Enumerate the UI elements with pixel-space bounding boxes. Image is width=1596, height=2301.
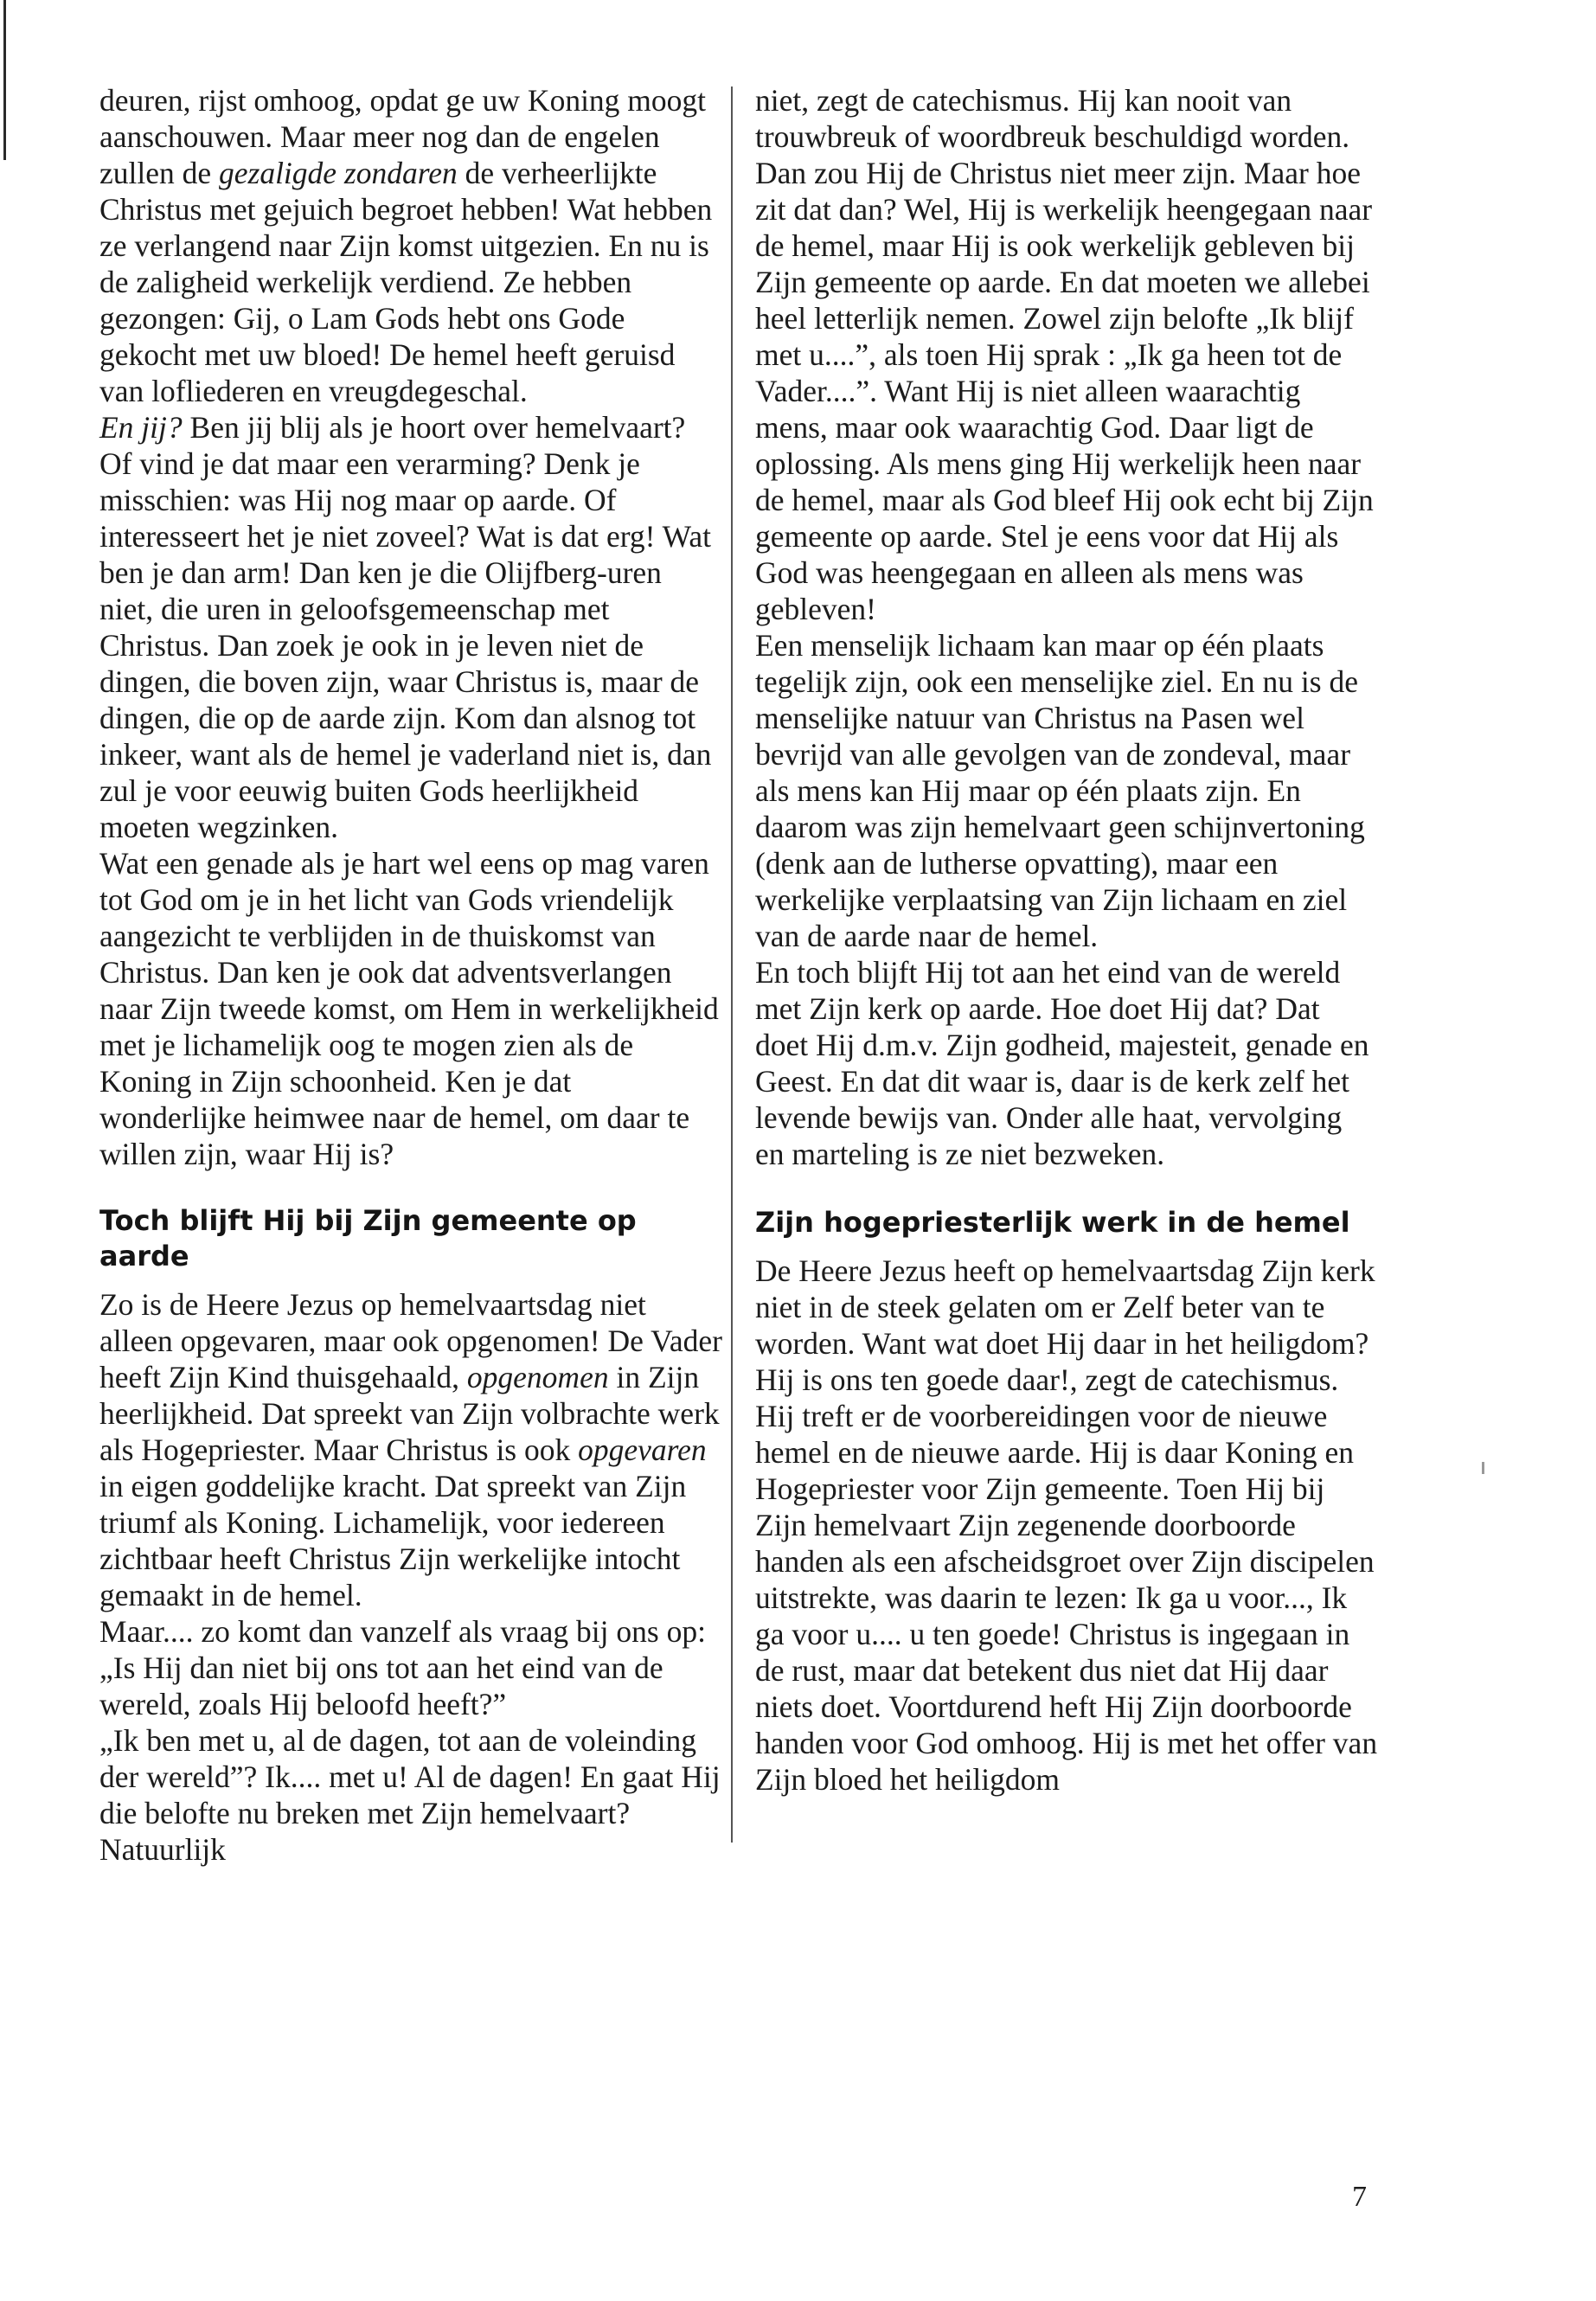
right-paragraph-1: niet, zegt de catechismus. Hij kan nooit van trouwbreuk of woordbreuk beschuldigd worden. Dan zou Hij de Christus niet meer zijn. Maar hoe zit dat dan? Wel, Hij is werkelijk heengegaan naar de hemel, maar Hij is ook werkelijk gebleven bij Zijn gemeente op aarde. En dat moeten we allebei heel letterlijk nemen. Zowel zijn belofte „Ik blijf met u....”, als toen Hij sprak : „Ik ga heen tot de Vader....”. Want Hij is niet alleen waarachtig mens, maar ook waarachtig God. Daar ligt de oplossing. Als mens ging Hij werkelijk heen naar de hemel, maar als God bleef Hij ook echt bij Zijn gemeente op aarde. Stel je eens voor dat Hij als God was heengegaan en alleen als mens was gebleven! <box>755 83 1374 626</box>
page-edge-line <box>3 0 6 160</box>
section-heading-hogepriesterlijk: Zijn hogepriesterlijk werk in de hemel <box>755 1206 1350 1239</box>
page-number: 7 <box>1352 2181 1367 2213</box>
emphasis-opgevaren: opgevaren <box>578 1433 707 1467</box>
left-paragraph-5: Maar.... zo komt dan vanzelf als vraag bij ons op: „Is Hij dan niet bij ons tot aan het eind van de wereld, zoals Hij beloofd heeft?” <box>99 1614 706 1721</box>
stray-mark <box>1482 1462 1484 1474</box>
column-divider <box>731 87 733 1843</box>
right-paragraph-3: En toch blijft Hij tot aan het eind van de wereld met Zijn kerk op aarde. Hoe doet Hij dat? Dat doet Hij d.m.v. Zijn godheid, majesteit, genade en Geest. En dat dit waar is, daar is de kerk zelf het levende bewijs van. Onder alle haat, vervolging en marteling is ze niet bezweken. <box>755 955 1369 1171</box>
left-paragraph-3: Wat een genade als je hart wel eens op mag varen tot God om je in het licht van Gods vriendelijk aangezicht te verblijden in de thuiskomst van Christus. Dan ken je ook dat adventsverlangen naar Zijn tweede komst, om Hem in werkelijkheid met je lichamelijk oog te mogen zien als de Koning in Zijn schoonheid. Ken je dat wonderlijke heimwee naar de hemel, om daar te willen zijn, waar Hij is? <box>99 846 719 1171</box>
section-heading-gemeente: Toch blijft Hij bij Zijn gemeente op aarde <box>99 1204 637 1272</box>
left-paragraph-2: En jij? Ben jij blij als je hoort over hemelvaart? Of vind je dat maar een verarming? Denk je misschien: was Hij nog maar op aarde. Of interesseert het je niet zoveel? Wat is dat erg! Wat ben je dan arm! Dan ken je die Olijfberg-uren niet, die uren in geloofsgemeenschap met Christus. Dan zoek je ook in je leven niet de dingen, die boven zijn, waar Christus is, maar de dingen, die op de aarde zijn. Kom dan alsnog tot inkeer, want als de hemel je vaderland niet is, dan zul je voor eeuwig buiten Gods heerlijkheid moeten wegzinken. <box>99 410 712 844</box>
right-paragraph-2: Een menselijk lichaam kan maar op één plaats tegelijk zijn, ook een menselijke ziel. En nu is de menselijke natuur van Christus na Pasen wel bevrijd van alle gevolgen van de zondeval, maar als mens kan Hij maar op één plaats zijn. En daarom was zijn hemelvaart geen schijnvertoning (denk aan de lutherse opvatting), maar een werkelijke verplaatsing van Zijn lichaam en ziel van de aarde naar de hemel. <box>755 628 1365 953</box>
emphasis-en-jij: En jij? <box>99 410 183 445</box>
emphasis-opgenomen: opgenomen <box>466 1360 609 1394</box>
right-paragraph-4: De Heere Jezus heeft op hemelvaartsdag Zijn kerk niet in de steek gelaten om er Zelf beter van te worden. Want wat doet Hij daar in het heiligdom? Hij is ons ten goede daar!, zegt de catechismus. Hij treft er de voorbereidingen voor de nieuwe hemel en de nieuwe aarde. Hij is daar Koning en Hogepriester voor Zijn gemeente. Toen Hij bij Zijn hemelvaart Zijn zegenende doorboorde handen als een afscheidsgroet over Zijn discipelen uitstrekte, was daarin te lezen: Ik ga u voor..., Ik ga voor u.... u ten goede! Christus is ingegaan in de rust, maar dat betekent dus niet dat Hij daar niets doet. Voortdurend heft Hij Zijn doorboorde handen voor God omhoog. Hij is met het offer van Zijn bloed het heiligdom <box>755 1253 1378 1797</box>
left-paragraph-4: Zo is de Heere Jezus op hemelvaartsdag niet alleen opgevaren, maar ook opgenomen! De Vader heeft Zijn Kind thuisgehaald, opgenomen in Zijn heerlijkheid. Dat spreekt van Zijn volbrachte werk als Hogepriester. Maar Christus is ook opgevaren in eigen goddelijke kracht. Dat spreekt van Zijn triumf als Koning. Lichamelijk, voor iedereen zichtbaar heeft Christus Zijn werkelijke intocht gemaakt in de hemel. <box>99 1287 722 1612</box>
right-column <box>755 82 1378 1798</box>
left-paragraph-6: „Ik ben met u, al de dagen, tot aan de voleinding der wereld”? Ik.... met u! Al de dagen! En gaat Hij die belofte nu breken met Zijn hemelvaart? Natuurlijk <box>99 1723 721 1867</box>
emphasis-gezaligde-zondaren: gezaligde zondaren <box>219 156 458 190</box>
left-column <box>99 82 722 1868</box>
left-paragraph-1: deuren, rijst omhoog, opdat ge uw Koning moogt aanschouwen. Maar meer nog dan de engelen zullen de gezaligde zondaren de verheerlijkte Christus met gejuich begroet hebben! Wat hebben ze verlangend naar Zijn komst uitgezien. En nu is de zaligheid werkelijk verdiend. Ze hebben gezongen: Gij, o Lam Gods hebt ons Gode gekocht met uw bloed! De hemel heeft geruisd van lofliederen en vreugdegeschal. <box>99 83 713 408</box>
